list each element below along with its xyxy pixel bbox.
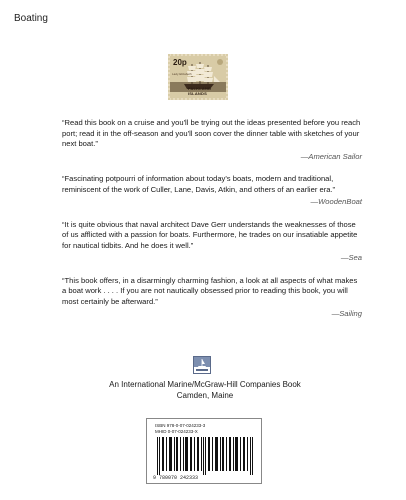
review-quote [62, 174, 362, 208]
stamp-caption: Lady Elizabeth [172, 72, 192, 76]
stamp-value: 20p [173, 58, 187, 67]
barcode-number: 9 780070 242333 [153, 475, 199, 481]
barcode-graphic [157, 437, 253, 475]
review-quotes [62, 118, 362, 332]
review-quote [62, 118, 362, 162]
publisher-location: Camden, Maine [176, 390, 234, 400]
category-label: Boating [14, 13, 48, 24]
quote-source: —Sea [340, 253, 362, 262]
quote-source: —WoodenBoat [310, 197, 362, 206]
quote-text: “Read this book on a cruise and you'll be trying out the ideas presented before you reach port; read it in the off-season and you'll soon cover the dinner table with sketches of your next boat.” [62, 118, 361, 148]
falkland-islands-stamp [168, 54, 228, 100]
publisher-name: An International Marine/McGraw-Hill Companies Book [109, 380, 301, 389]
quote-text: “This book offers, in a disarmingly charming fashion, a look at all aspects of what makes a boat work . . . . If you are not nautically obsessed prior to reading this book, you will most certainly be afterward.” [62, 275, 358, 306]
stamp-country: FALKLAND ISLANDS [188, 86, 212, 96]
quote-source: —American Sailor [300, 151, 362, 161]
isbn-13: ISBN 978-0-07-024233-3 [155, 423, 206, 428]
quote-text: “It is quite obvious that naval architect Dave Gerr understands the weaknesses of those of us afflicted with a passion for boats. Furthermore, he trades on our insatiable appetite for nautical tidbits. And he does it well.” [62, 219, 358, 250]
publisher-logo-icon [193, 356, 211, 374]
quote-text: “Fascinating potpourri of information about today's boats, modern and traditional, reminiscent of the work of Culler, Lane, Davis, Atkin, and others of an earlier era.” [62, 174, 336, 194]
mhid: MHID 0-07-024233-X [155, 429, 198, 434]
review-quote [62, 220, 362, 264]
review-quote [62, 276, 362, 320]
quote-source: —Sailing [331, 309, 362, 318]
isbn-barcode [146, 418, 262, 484]
publisher-info [60, 380, 350, 401]
